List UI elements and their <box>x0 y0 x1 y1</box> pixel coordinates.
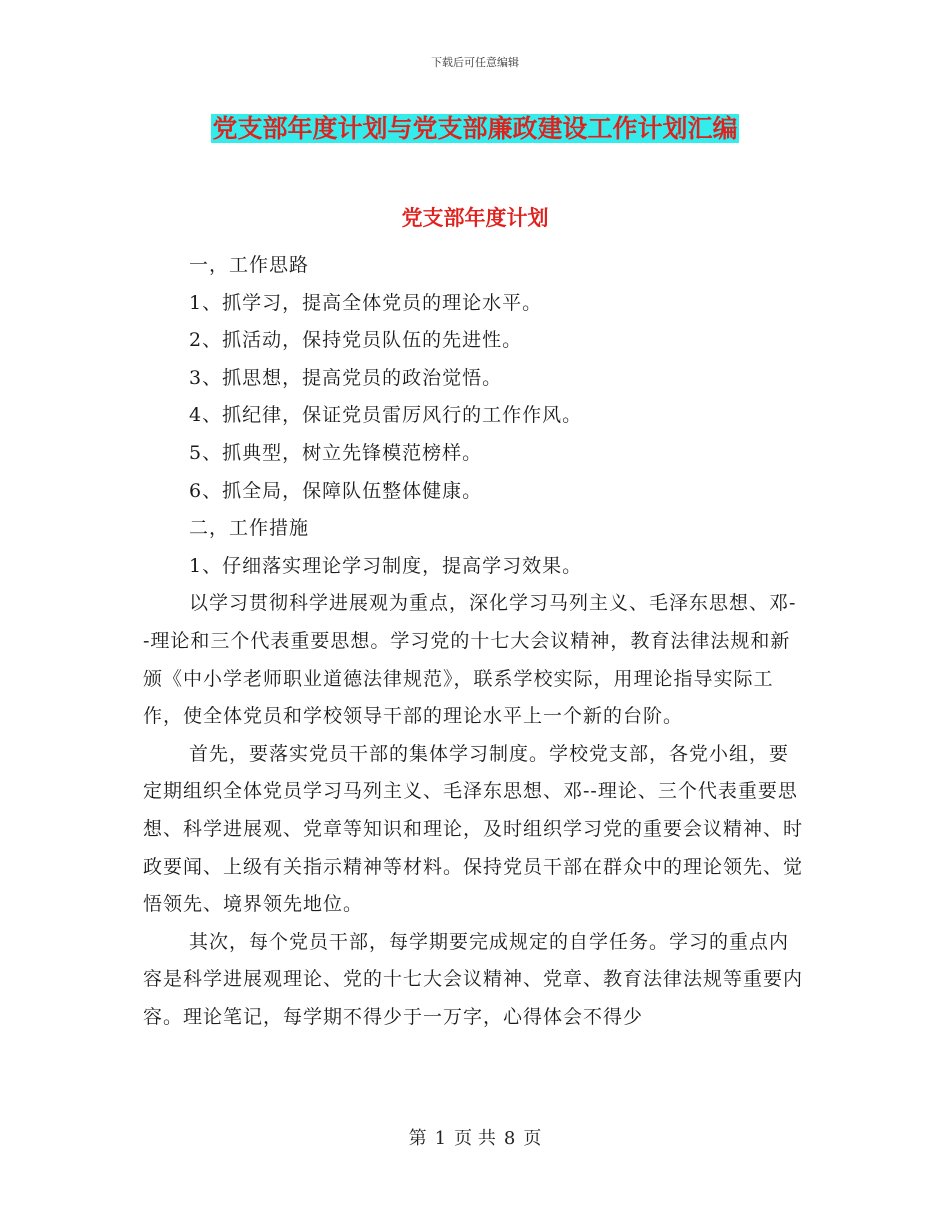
footer-suffix: 页 <box>523 1128 542 1149</box>
section-heading-measures: 二，工作措施 <box>189 517 310 540</box>
list-item: 1、仔细落实理论学习制度，提高学习效果。 <box>189 554 583 577</box>
page-number: 1 <box>434 1128 447 1149</box>
document-title-text: 党支部年度计划与党支部廉政建设工作计划汇编 <box>212 114 738 143</box>
paragraph: 以学习贯彻科学进展观为重点，深化学习马列主义、毛泽东思想、邓--理论和三个代表重要思想。学习党的十七大会议精神，教育法律法规和新颁《中小学老师职业道德法律规范》，联系学校实际，用理论指导实际工作，使全体党员和学校领导干部的理论水平上一个新的台阶。 <box>143 592 797 728</box>
section-title: 党支部年度计划 <box>401 206 549 230</box>
list-item: 6、抓全局，保障队伍整体健康。 <box>189 479 483 502</box>
header-note: 下载后可任意编辑 <box>431 56 519 69</box>
document-title <box>0 111 950 147</box>
list-item: 4、抓纪律，保证党员雷厉风行的工作作风。 <box>189 404 583 427</box>
list-item: 2、抓活动，保持党员队伍的先进性。 <box>189 329 523 352</box>
page-total: 8 <box>503 1128 516 1149</box>
list-item: 1、抓学习，提高全体党员的理论水平。 <box>189 291 543 314</box>
section-heading-ideas: 一，工作思路 <box>189 254 310 276</box>
list-item: 3、抓思想，提高党员的政治觉悟。 <box>189 366 503 389</box>
document-body <box>143 247 803 1036</box>
paragraph: 其次，每个党员干部，每学期要完成规定的自学任务。学习的重点内容是科学进展观理论、党的十七大会议精神、党章、教育法律法规等重要内容。理论笔记，每学期不得少于一万字，心得体会不得少 <box>143 930 804 1028</box>
footer-prefix: 第 <box>408 1128 427 1149</box>
list-item: 5、抓典型，树立先锋模范榜样。 <box>189 441 483 464</box>
page-footer <box>0 1124 950 1150</box>
footer-middle: 页 共 <box>454 1128 496 1149</box>
paragraph: 首先，要落实党员干部的集体学习制度。学校党支部，各党小组，要定期组织全体党员学习马列主义、毛泽东思想、邓--理论、三个代表重要思想、科学进展观、党章等知识和理论，及时组织学习党的重要会议精神、时政要闻、上级有关指示精神等材料。保持党员干部在群众中的理论领先、觉悟领先、境界领先地位。 <box>143 742 804 916</box>
